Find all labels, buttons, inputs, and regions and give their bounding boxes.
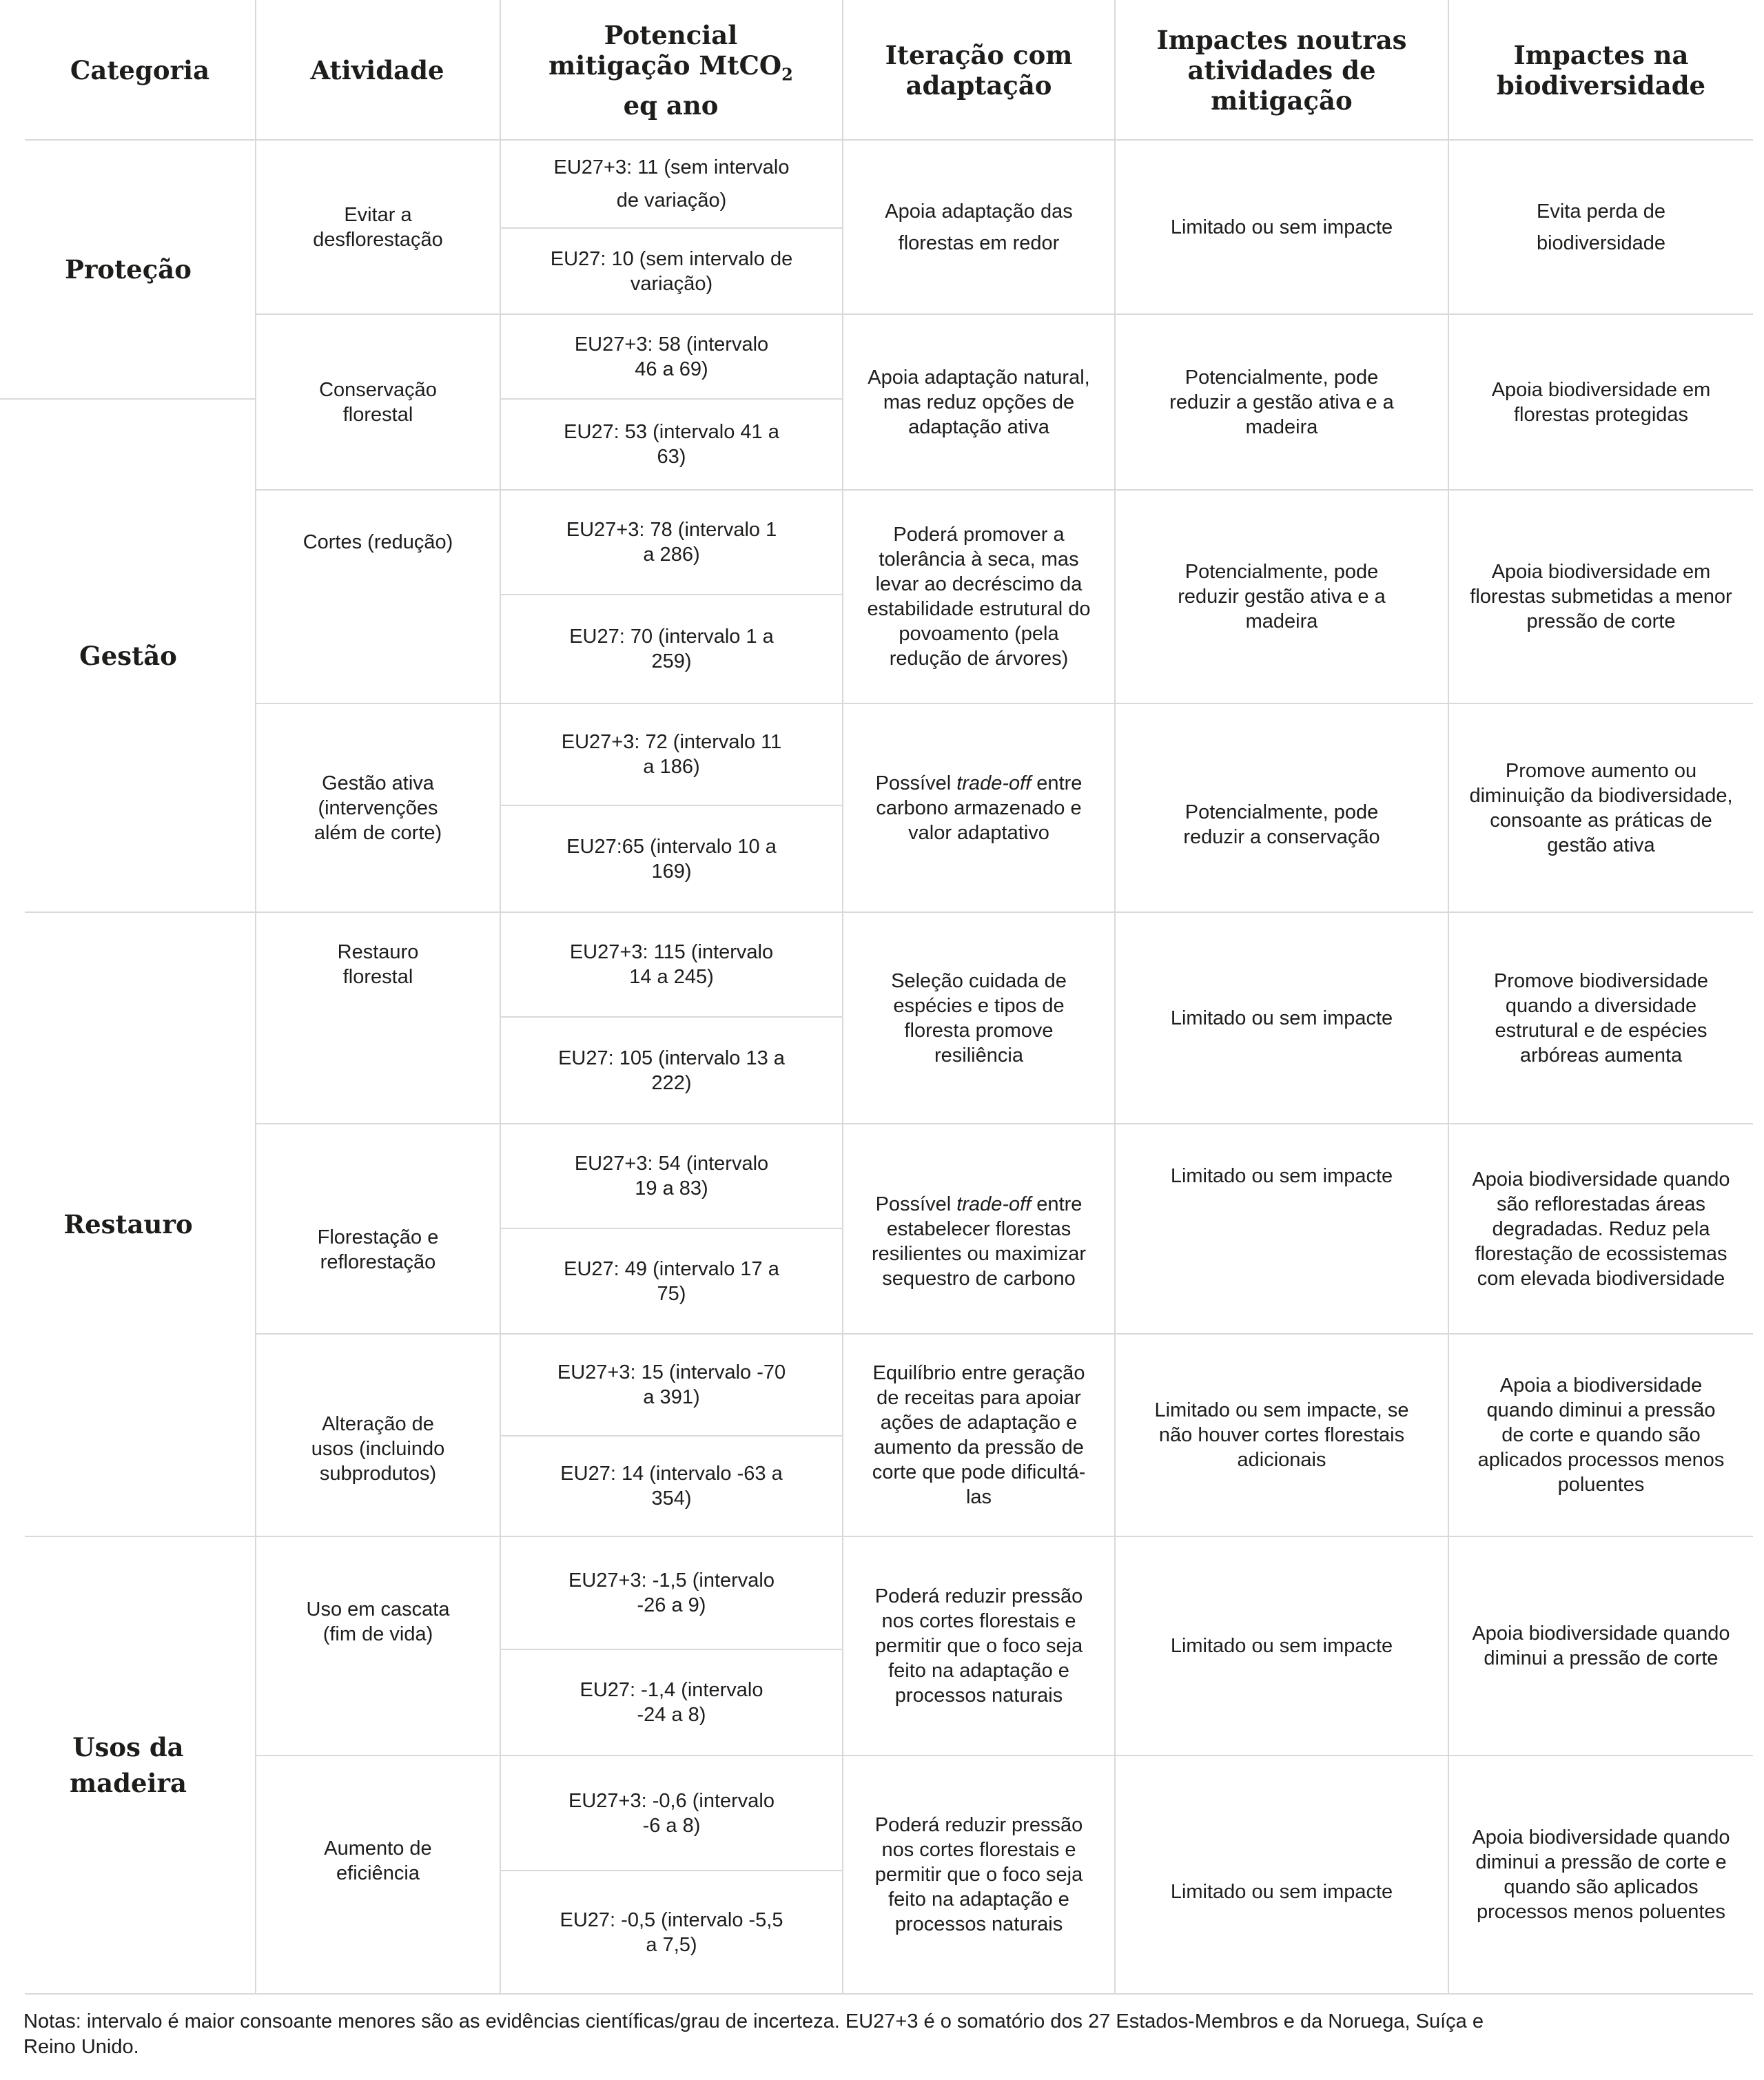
row-cortes-eu27plus3: EU27+3: 78 (intervalo 1 a 286): [566, 519, 777, 566]
row-restauro-florestal-atividade: Restauro florestal: [337, 941, 419, 988]
row-cortes-biodiversidade: Apoia biodiversidade em florestas submetidas a menor pressão de corte: [1470, 561, 1732, 632]
row-aumento-eficiencia-impactes: Limitado ou sem impacte: [1170, 1881, 1393, 1903]
header-potencial-line3: eq ano: [623, 90, 719, 121]
row-alteracao-usos-iteracao: Equilíbrio entre geração de receitas para apoiar ações de adaptação e aumento da pressão de corte que pode dificultá-las: [872, 1362, 1086, 1508]
row-alteracao-usos-biodiversidade: Apoia a biodiversidade quando diminui a pressão de corte e quando são aplicados processos menos poluentes: [1477, 1374, 1725, 1496]
row-evitar-impactes: Limitado ou sem impacte: [1170, 216, 1393, 238]
row-restauro-florestal-eu27plus3: EU27+3: 115 (intervalo 14 a 245): [569, 941, 774, 988]
row-florestacao-eu27plus3: EU27+3: 54 (intervalo 19 a 83): [574, 1153, 769, 1199]
row-conservacao-impactes: Potencialmente, pode reduzir a gestão ativa e a madeira: [1169, 366, 1394, 438]
row-aumento-eficiencia-biodiversidade: Apoia biodiversidade quando diminui a pressão de corte e quando são aplicados processos menos poluentes: [1472, 1826, 1730, 1923]
header-potencial-line1: Potencial: [604, 20, 738, 51]
row-cortes-eu27: EU27: 70 (intervalo 1 a 259): [569, 626, 774, 672]
row-gestao-ativa-eu27: EU27:65 (intervalo 10 a 169): [566, 835, 777, 883]
row-conservacao-atividade: Conservação florestal: [319, 378, 437, 426]
row-restauro-florestal-impactes: Limitado ou sem impacte: [1170, 1007, 1393, 1029]
row-alteracao-usos-atividade: Alteração de usos (incluindo subprodutos): [311, 1413, 445, 1485]
row-gestao-ativa-biodiversidade: Promove aumento ou diminuição da biodiversidade, consoante as práticas de gestão ativa: [1469, 759, 1733, 856]
row-gestao-ativa-atividade: Gestão ativa (intervenções além de corte): [314, 772, 442, 844]
row-restauro-florestal-iteracao: Seleção cuidada de espécies e tipos de floresta promove resiliência: [891, 969, 1067, 1067]
row-evitar-eu27plus3: EU27+3: 11 (sem intervalo de variação): [553, 156, 790, 212]
row-uso-cascata-impactes: Limitado ou sem impacte: [1170, 1635, 1393, 1657]
row-gestao-ativa-eu27plus3: EU27+3: 72 (intervalo 11 a 186): [561, 731, 782, 778]
row-uso-cascata-eu27: EU27: -1,4 (intervalo -24 a 8): [580, 1679, 763, 1726]
trade-off-term: trade-off: [956, 772, 1032, 794]
row-conservacao-eu27: EU27: 53 (intervalo 41 a 63): [564, 421, 779, 468]
header-potencial: [500, 0, 842, 141]
row-uso-cascata-eu27plus3: EU27+3: -1,5 (intervalo -26 a 9): [568, 1569, 775, 1616]
header-potencial-line2: mitigação MtCO$_2$: [548, 50, 793, 85]
row-evitar-eu27: EU27: 10 (sem intervalo de variação): [550, 247, 793, 295]
row-alteracao-usos-eu27plus3: EU27+3: 15 (intervalo -70 a 391): [557, 1361, 786, 1408]
row-cortes-iteracao: Poderá promover a tolerância à seca, mas levar ao decréscimo da estabilidade estrutural do povoamento (pela redução de árvores): [867, 524, 1091, 670]
header-iteracao: Iteração com adaptação: [885, 40, 1073, 101]
table-notes: Notas: intervalo é maior consoante menores são as evidências científicas/grau de incerteza. EU27+3 é o somatório dos 27 Estados-Membros e da Noruega, Suíça e Reino Unido.: [23, 2010, 1484, 2058]
row-cortes-atividade: Cortes (redução): [302, 531, 453, 553]
row-florestacao-eu27: EU27: 49 (intervalo 17 a 75): [564, 1257, 779, 1305]
row-gestao-ativa-impactes: Potencialmente, pode reduzir a conservação: [1183, 801, 1380, 848]
row-florestacao-iteracao: Possível trade-off entre estabelecer florestas resilientes ou maximizar sequestro de carbono: [871, 1193, 1087, 1290]
row-gestao-ativa-iteracao: Possível trade-off entre carbono armazenado e valor adaptativo: [875, 772, 1083, 844]
row-aumento-eficiencia-eu27plus3: EU27+3: -0,6 (intervalo -6 a 8): [568, 1789, 775, 1837]
row-florestacao-biodiversidade: Apoia biodiversidade quando são reflorestadas áreas degradadas. Reduz pela florestação de ecossistemas com elevada biodiversidade: [1472, 1168, 1730, 1290]
row-aumento-eficiencia-iteracao: Poderá reduzir pressão nos cortes florestais e permitir que o foco seja feito na adaptação e processos naturais: [874, 1814, 1083, 1935]
co2-subscript: 2: [781, 64, 793, 85]
category-gestao: Gestão: [79, 640, 177, 671]
row-uso-cascata-atividade: Uso em cascata (fim de vida): [306, 1598, 450, 1645]
row-uso-cascata-biodiversidade: Apoia biodiversidade quando diminui a pressão de corte: [1472, 1623, 1730, 1669]
row-aumento-eficiencia-eu27: EU27: -0,5 (intervalo -5,5 a 7,5): [560, 1908, 783, 1956]
row-aumento-eficiencia-atividade: Aumento de eficiência: [324, 1837, 432, 1884]
header-categoria: Categoria: [70, 55, 210, 85]
row-uso-cascata-iteracao: Poderá reduzir pressão nos cortes florestais e permitir que o foco seja feito na adaptação e processos naturais: [874, 1585, 1083, 1707]
row-florestacao-impactes: Limitado ou sem impacte: [1170, 1165, 1393, 1187]
row-alteracao-usos-impactes: Limitado ou sem impacte, se não houver cortes florestais adicionais: [1154, 1399, 1409, 1471]
row-conservacao-eu27plus3: EU27+3: 58 (intervalo 46 a 69): [574, 333, 769, 380]
header-impactes-noutras: Impactes noutras atividades de mitigação: [1156, 25, 1407, 116]
category-restauro: Restauro: [63, 1209, 193, 1239]
table-bottom-line: [25, 1993, 1753, 1995]
header-atividade: Atividade: [310, 55, 444, 85]
row-conservacao-biodiversidade: Apoia biodiversidade em florestas protegidas: [1491, 378, 1711, 426]
trade-off-term: trade-off: [956, 1193, 1032, 1215]
row-florestacao-atividade: Florestação e reflorestação: [317, 1226, 439, 1273]
category-usos-da-madeira: Usos da madeira: [69, 1732, 187, 1798]
row-evitar-iteracao: Apoia adaptação das florestas em redor: [885, 200, 1073, 254]
row-restauro-florestal-eu27: EU27: 105 (intervalo 13 a 222): [558, 1047, 785, 1094]
row-evitar-atividade: Evitar a desflorestação: [313, 203, 443, 251]
row-conservacao-iteracao: Apoia adaptação natural, mas reduz opções de adaptação ativa: [868, 366, 1090, 438]
row-alteracao-usos-eu27: EU27: 14 (intervalo -63 a 354): [560, 1463, 783, 1510]
header-impactes-biodiversidade: Impactes na biodiversidade: [1496, 40, 1706, 101]
category-protecao: Proteção: [65, 254, 192, 285]
row-restauro-florestal-biodiversidade: Promove biodiversidade quando a diversidade estrutural e de espécies arbóreas aumenta: [1493, 969, 1709, 1067]
row-evitar-biodiversidade: Evita perda de biodiversidade: [1536, 200, 1665, 254]
row-cortes-impactes: Potencialmente, pode reduzir gestão ativa e a madeira: [1178, 561, 1386, 632]
